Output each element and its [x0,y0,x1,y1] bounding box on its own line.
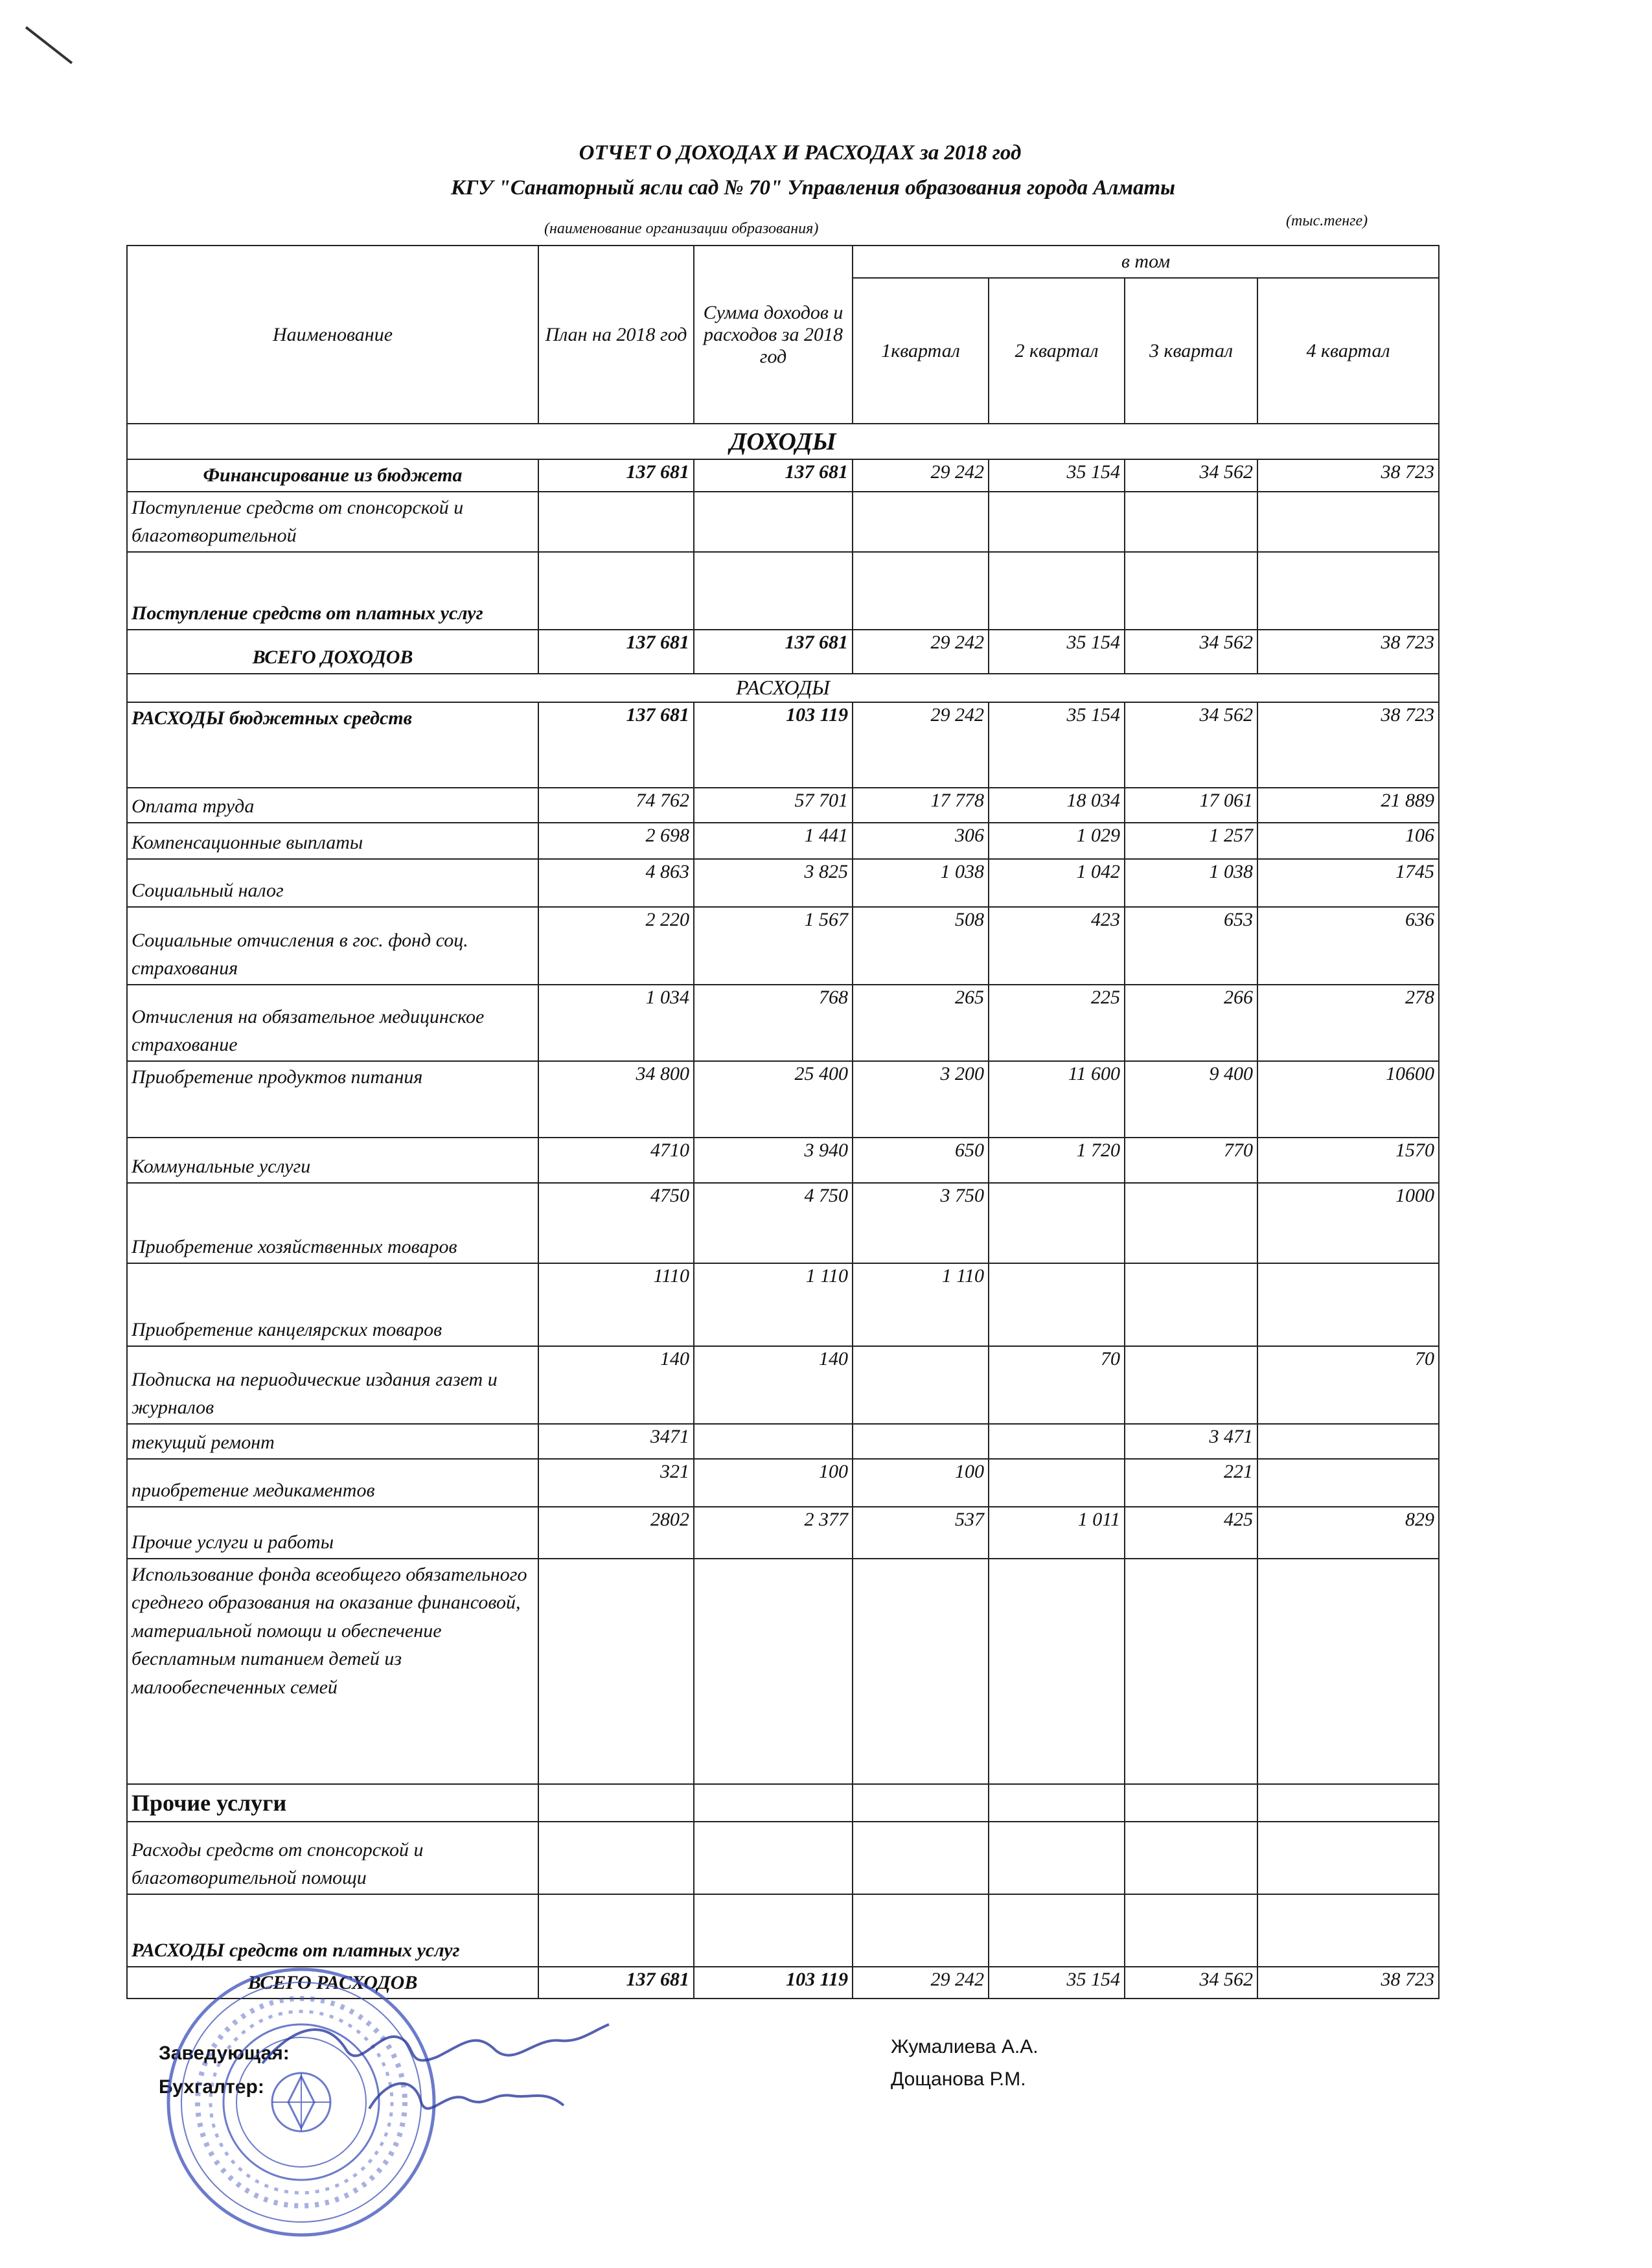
value-cell: 3 471 [1125,1424,1257,1459]
row-label-cell: ВСЕГО РАСХОДОВ [127,1967,538,1999]
value-cell: 423 [989,907,1125,985]
value-cell [853,1346,989,1424]
value-cell [694,1424,853,1459]
value-cell: 38 723 [1257,459,1439,492]
col-plan-header: План на 2018 год [538,246,694,424]
row-label-cell: текущий ремонт [127,1424,538,1459]
value-cell [989,1822,1125,1894]
value-cell [1257,1559,1439,1784]
value-cell: 1 720 [989,1138,1125,1183]
organization-caption: (наименование организации образования) [544,220,819,237]
value-cell: 1000 [1257,1183,1439,1263]
accountant-name: Дощанова Р.М. [891,2068,1026,2090]
value-cell [1257,1424,1439,1459]
value-cell: 38 723 [1257,1967,1439,1999]
table-row [127,1894,1439,1967]
value-cell [1125,492,1257,552]
value-cell: 140 [538,1346,694,1424]
value-cell: 34 562 [1125,630,1257,674]
value-cell: 10600 [1257,1061,1439,1138]
value-cell: 106 [1257,823,1439,859]
value-cell: 17 061 [1125,788,1257,823]
value-cell: 3 750 [853,1183,989,1263]
row-label-cell: Использование фонда всеобщего обязательного среднего образования на оказание финансовой, материальной помощи и обеспечение бесплатным питанием детей из малообеспеченных семей [127,1559,538,1784]
row-label-cell: Приобретение хозяйственных товаров [127,1183,538,1263]
value-cell [694,1894,853,1967]
value-cell [694,552,853,630]
value-cell: 1 029 [989,823,1125,859]
table-row [127,702,1439,788]
value-cell: 3 940 [694,1138,853,1183]
value-cell [538,1894,694,1967]
row-label-cell: РАСХОДЫ бюджетных средств [127,702,538,788]
table-row [127,985,1439,1061]
value-cell: 38 723 [1257,702,1439,788]
value-cell [989,1424,1125,1459]
value-cell: 137 681 [694,630,853,674]
table-row [127,459,1439,492]
row-label-cell: Коммунальные услуги [127,1138,538,1183]
income-expense-table [126,245,1440,1999]
value-cell: 35 154 [989,459,1125,492]
value-cell: 34 562 [1125,459,1257,492]
row-label-cell: РАСХОДЫ средств от платных услуг [127,1894,538,1967]
value-cell [694,1822,853,1894]
value-cell: 35 154 [989,630,1125,674]
value-cell: 21 889 [1257,788,1439,823]
value-cell [853,1424,989,1459]
value-cell: 103 119 [694,1967,853,1999]
value-cell [853,1784,989,1822]
value-cell: 1 011 [989,1507,1125,1559]
value-cell: 1 110 [853,1263,989,1346]
value-cell: 9 400 [1125,1061,1257,1138]
value-cell [989,552,1125,630]
value-cell: 4 863 [538,859,694,907]
row-label-cell: Прочие услуги [127,1784,538,1822]
table-row [127,1459,1439,1507]
value-cell: 2 377 [694,1507,853,1559]
value-cell: 3 825 [694,859,853,907]
value-cell: 4 750 [694,1183,853,1263]
row-label-cell: Поступление средств от платных услуг [127,552,538,630]
table-row [127,1183,1439,1263]
value-cell: 306 [853,823,989,859]
accountant-signature-icon [363,2070,570,2128]
value-cell [1125,1183,1257,1263]
value-cell [989,1559,1125,1784]
value-cell: 137 681 [538,630,694,674]
table-row [127,907,1439,985]
value-cell: 29 242 [853,1967,989,1999]
value-cell [694,1784,853,1822]
col-name-header: Наименование [127,246,538,424]
value-cell [1257,492,1439,552]
value-cell: 278 [1257,985,1439,1061]
value-cell [853,1822,989,1894]
value-cell: 70 [1257,1346,1439,1424]
value-cell: 29 242 [853,630,989,674]
value-cell: 508 [853,907,989,985]
value-cell: 137 681 [694,459,853,492]
report-title: ОТЧЕТ О ДОХОДАХ И РАСХОДАХ за 2018 год [579,141,1022,165]
table-row [127,552,1439,630]
col-q4-header: 4 квартал [1257,278,1439,424]
value-cell: 137 681 [538,702,694,788]
value-cell [1125,1263,1257,1346]
value-cell [694,1559,853,1784]
value-cell: 18 034 [989,788,1125,823]
value-cell [989,1263,1125,1346]
value-cell: 38 723 [1257,630,1439,674]
table-row [127,492,1439,552]
value-cell [989,1894,1125,1967]
table-row [127,1061,1439,1138]
units-label: (тыс.тенге) [1286,212,1368,229]
value-cell: 829 [1257,1507,1439,1559]
value-cell: 770 [1125,1138,1257,1183]
value-cell [1125,552,1257,630]
table-row [127,1346,1439,1424]
table-row [127,1263,1439,1346]
value-cell: 1 038 [1125,859,1257,907]
row-label-cell: Отчисления на обязательное медицинское страхование [127,985,538,1061]
value-cell [538,1784,694,1822]
income-section-title: ДОХОДЫ [127,424,1439,459]
value-cell [1125,1346,1257,1424]
value-cell [1125,1894,1257,1967]
value-cell: 1 038 [853,859,989,907]
value-cell: 265 [853,985,989,1061]
value-cell: 425 [1125,1507,1257,1559]
table-row [127,859,1439,907]
value-cell: 34 562 [1125,1967,1257,1999]
table-row [127,1822,1439,1894]
table-row [127,1138,1439,1183]
value-cell: 225 [989,985,1125,1061]
row-label-cell: Социальный налог [127,859,538,907]
value-cell: 1 034 [538,985,694,1061]
value-cell [1125,1822,1257,1894]
value-cell: 17 778 [853,788,989,823]
value-cell [1125,1784,1257,1822]
value-cell: 1 042 [989,859,1125,907]
value-cell [853,552,989,630]
value-cell: 100 [853,1459,989,1507]
row-label-cell: Компенсационные выплаты [127,823,538,859]
expense-section-title: РАСХОДЫ [127,674,1439,702]
value-cell: 2 220 [538,907,694,985]
value-cell [1257,1784,1439,1822]
row-label-cell: Поступление средств от спонсорской и благотворительной [127,492,538,552]
col-sum-header: Сумма доходов и расходов за 2018 год [694,246,853,424]
row-label-cell: Оплата труда [127,788,538,823]
row-label-cell: Прочие услуги и работы [127,1507,538,1559]
head-name: Жумалиева А.А. [891,2036,1038,2057]
table-row [127,1507,1439,1559]
value-cell: 35 154 [989,702,1125,788]
row-label-cell: приобретение медикаментов [127,1459,538,1507]
row-label-cell: ВСЕГО ДОХОДОВ [127,630,538,674]
value-cell [1257,1263,1439,1346]
value-cell: 70 [989,1346,1125,1424]
value-cell [1257,1459,1439,1507]
value-cell [1125,1559,1257,1784]
value-cell: 636 [1257,907,1439,985]
value-cell [853,1894,989,1967]
col-q2-header: 2 квартал [989,278,1125,424]
value-cell: 3471 [538,1424,694,1459]
value-cell [1257,552,1439,630]
value-cell: 4750 [538,1183,694,1263]
value-cell: 650 [853,1138,989,1183]
accountant-signature-label: Бухгалтер: [159,2076,264,2098]
value-cell: 25 400 [694,1061,853,1138]
value-cell [989,492,1125,552]
value-cell: 321 [538,1459,694,1507]
value-cell: 1 441 [694,823,853,859]
row-label-cell: Финансирование из бюджета [127,459,538,492]
organization-name: КГУ "Санаторный ясли сад № 70" Управления образования города Алматы [450,176,1176,200]
value-cell [538,552,694,630]
value-cell: 34 562 [1125,702,1257,788]
row-label-cell: Социальные отчисления в гос. фонд соц. страхования [127,907,538,985]
value-cell [1257,1894,1439,1967]
value-cell [989,1183,1125,1263]
row-label-cell: Приобретение канцелярских товаров [127,1263,538,1346]
value-cell: 103 119 [694,702,853,788]
value-cell [989,1459,1125,1507]
value-cell: 2 698 [538,823,694,859]
value-cell: 266 [1125,985,1257,1061]
value-cell [1257,1822,1439,1894]
value-cell: 35 154 [989,1967,1125,1999]
value-cell [853,492,989,552]
value-cell: 137 681 [538,1967,694,1999]
value-cell: 1745 [1257,859,1439,907]
value-cell: 537 [853,1507,989,1559]
table-row [127,1559,1439,1784]
col-group-header: в том [853,246,1439,278]
value-cell: 1570 [1257,1138,1439,1183]
value-cell [538,492,694,552]
value-cell: 11 600 [989,1061,1125,1138]
value-cell [538,1559,694,1784]
table-row [127,630,1439,674]
value-cell: 140 [694,1346,853,1424]
table-row [127,788,1439,823]
value-cell: 29 242 [853,702,989,788]
table-row [127,1784,1439,1822]
col-q1-header: 1квартал [853,278,989,424]
value-cell: 1 257 [1125,823,1257,859]
table-row [127,1424,1439,1459]
col-q3-header: 3 квартал [1125,278,1257,424]
value-cell: 1110 [538,1263,694,1346]
value-cell: 74 762 [538,788,694,823]
row-label-cell: Приобретение продуктов питания [127,1061,538,1138]
row-label-cell: Подписка на периодические издания газет и журналов [127,1346,538,1424]
value-cell: 29 242 [853,459,989,492]
value-cell: 137 681 [538,459,694,492]
value-cell: 1 567 [694,907,853,985]
value-cell: 1 110 [694,1263,853,1346]
scan-artifact-mark [25,26,73,64]
value-cell: 768 [694,985,853,1061]
table-row [127,823,1439,859]
value-cell [694,492,853,552]
value-cell: 4710 [538,1138,694,1183]
value-cell [989,1784,1125,1822]
head-signature-label: Заведующая: [159,2043,290,2064]
value-cell: 57 701 [694,788,853,823]
value-cell: 221 [1125,1459,1257,1507]
value-cell: 100 [694,1459,853,1507]
value-cell: 653 [1125,907,1257,985]
value-cell: 34 800 [538,1061,694,1138]
value-cell: 2802 [538,1507,694,1559]
row-label-cell: Расходы средств от спонсорской и благотворительной помощи [127,1822,538,1894]
value-cell [853,1559,989,1784]
value-cell [538,1822,694,1894]
value-cell: 3 200 [853,1061,989,1138]
